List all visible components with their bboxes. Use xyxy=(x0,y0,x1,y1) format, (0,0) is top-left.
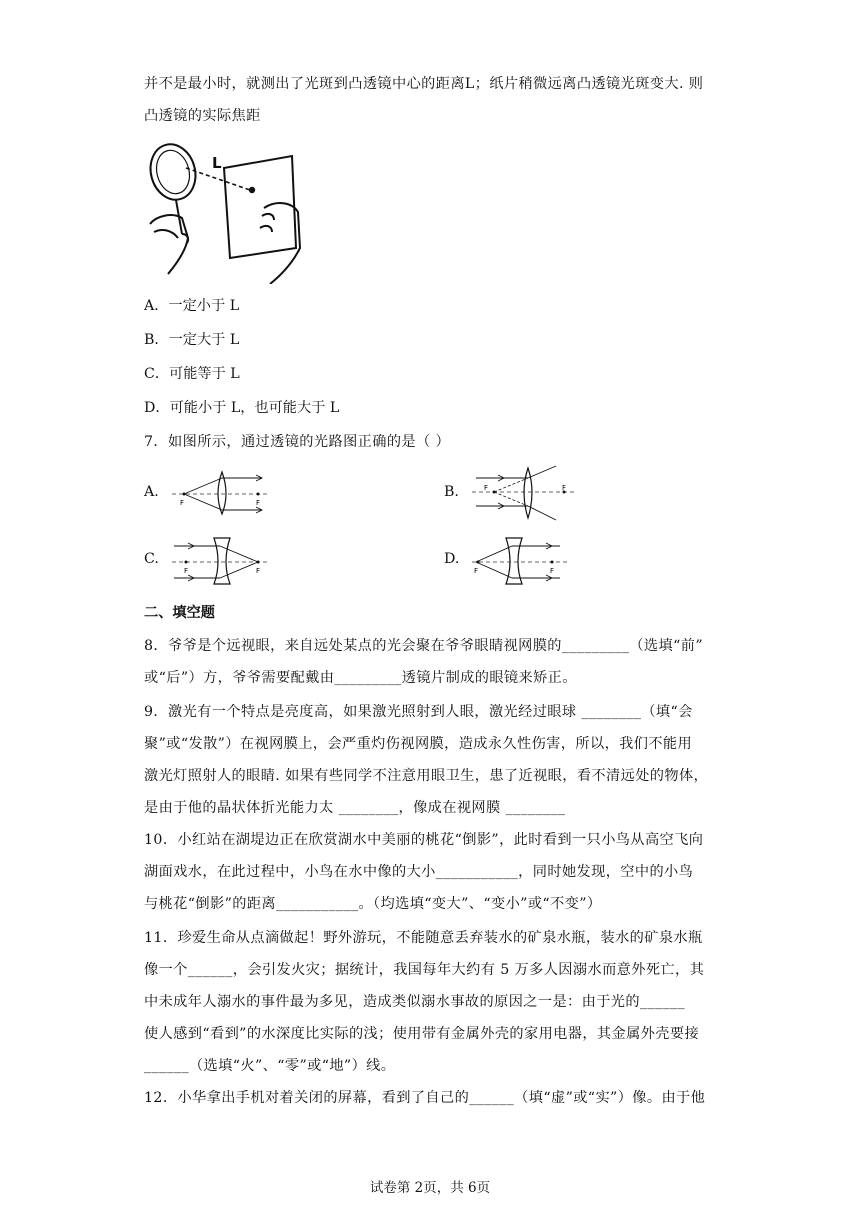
magnifier-figure xyxy=(142,138,304,284)
option-d: D．可能小于 L，也可能大于 L xyxy=(144,400,340,416)
text-line: 并不是最小时，就测出了光斑到凸透镜中心的距离L；纸片稍微远离凸透镜光斑变大. 则 xyxy=(144,76,704,92)
question-line: 12．小华拿出手机对着关闭的屏幕，看到了自己的______（填“虚”或“实”）像。由于他 xyxy=(144,1090,706,1106)
focus-label: F xyxy=(550,567,555,575)
question-line: 是由于他的晶状体折光能力太 ________，像成在视网膜 ________ xyxy=(144,800,566,816)
section-title: 二、填空题 xyxy=(144,605,215,621)
diagram-d-label: D. xyxy=(444,551,460,567)
question-7-stem: 7．如图所示，通过透镜的光路图正确的是（ ） xyxy=(144,434,451,450)
option-a: A．一定小于 L xyxy=(144,298,240,314)
question-line: 8．爷爷是个远视眼，来自远处某点的光会聚在爷爷眼睛视网膜的_________（选填“前” xyxy=(144,638,703,654)
diagram-d-concave-lens xyxy=(470,536,574,586)
text-line: 凸透镜的实际焦距 xyxy=(144,108,261,124)
diagram-c-label: C. xyxy=(144,551,159,567)
question-line: 像一个______，会引发火灾；据统计，我国每年大约有 5 万多人因溺水而意外死亡，其 xyxy=(144,962,705,978)
diagram-b-convex-lens xyxy=(470,462,580,524)
figure-label-L: L xyxy=(212,154,222,172)
diagram-c-concave-lens xyxy=(170,536,274,586)
focus-label: F xyxy=(256,499,261,507)
diagram-a-label: A. xyxy=(144,484,159,500)
focus-label: F xyxy=(484,484,489,492)
question-line: 激光灯照射人的眼睛. 如果有些同学不注意用眼卫生，患了近视眼，看不清远处的物体， xyxy=(144,768,709,784)
question-line: 9．激光有一个特点是亮度高，如果激光照射到人眼，激光经过眼球 ________（填“会 xyxy=(144,704,693,720)
diagram-b-label: B. xyxy=(444,484,459,500)
focus-label: F xyxy=(256,567,261,575)
diagram-a-convex-lens xyxy=(170,470,274,516)
option-c: C．可能等于 L xyxy=(144,366,240,382)
question-line: 11．珍爱生命从点滴做起！野外游玩，不能随意丢弃装水的矿泉水瓶，装水的矿泉水瓶 xyxy=(144,930,703,946)
focus-label: F xyxy=(562,484,567,492)
focus-label: F xyxy=(180,499,185,507)
question-line: ______（选填“火”、“零”或“地”）线。 xyxy=(144,1058,396,1074)
focus-label: F xyxy=(474,567,479,575)
question-line: 10．小红站在湖堤边正在欣赏湖水中美丽的桃花“倒影”，此时看到一只小鸟从高空飞向 xyxy=(144,832,704,848)
question-line: 或“后”）方，爷爷需要配戴由_________透镜片制成的眼镜来矫正。 xyxy=(144,670,577,686)
question-line: 中未成年人溺水的事件最为多见，造成类似溺水事故的原因之一是：由于光的______ xyxy=(144,994,685,1010)
focus-label: F xyxy=(184,567,189,575)
question-line: 与桃花“倒影”的距离___________。（均选填“变大”、“变小”或“不变”） xyxy=(144,896,602,912)
option-b: B．一定大于 L xyxy=(144,332,240,348)
question-line: 使人感到“看到”的水深度比实际的浅；使用带有金属外壳的家用电器，其金属外壳要接 xyxy=(144,1026,700,1042)
page-footer: 试卷第 2页，共 6页 xyxy=(369,1180,491,1196)
question-line: 湖面戏水，在此过程中，小鸟在水中像的大小___________，同时她发现，空中的小鸟 xyxy=(144,864,694,880)
question-line: 聚”或“发散”）在视网膜上，会严重灼伤视网膜，造成永久性伤害，所以，我们不能用 xyxy=(144,736,693,752)
